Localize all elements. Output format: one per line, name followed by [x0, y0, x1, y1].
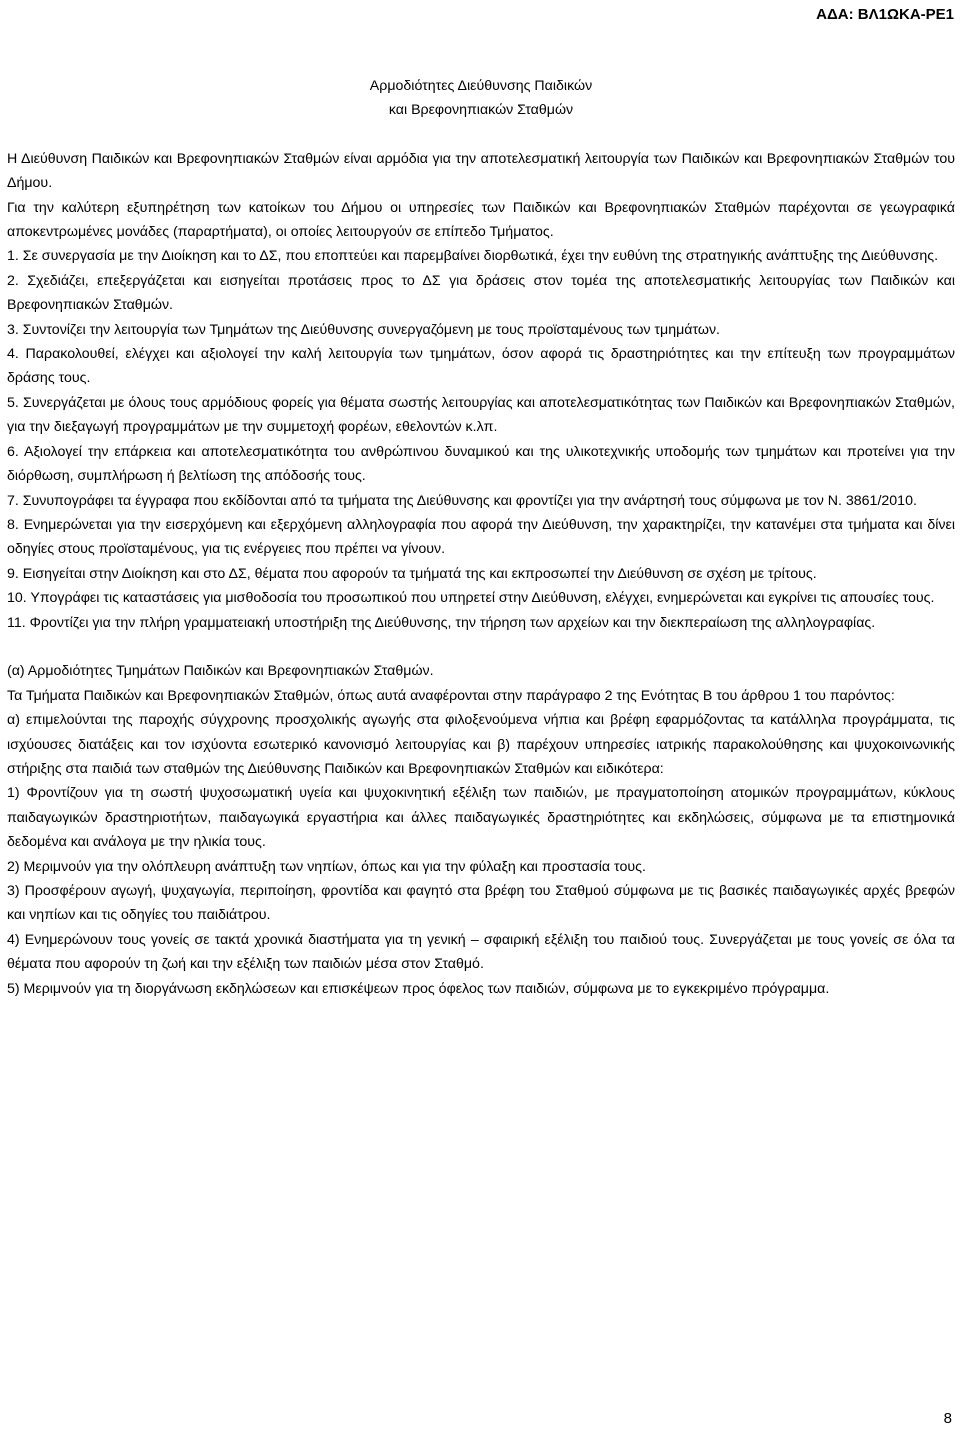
section-a-item-1: 1) Φροντίζουν για τη σωστή ψυχοσωματική υγεία και ψυχοκινητική εξέλιξη των παιδιών, με πραγματοποίηση ατομικών προγραμμάτων, κύκλους παιδαγωγικών δραστηριοτήτων, παιδαγωγικά εργαστήρια και άλλες παιδαγωγικές δραστηριότητες και εκδηλώσεις, σύμφωνα με τα επιστημονικά δεδομένα και ανάλογα με την ηλικία τους. — [7, 785, 955, 851]
responsibility-item-4: 4. Παρακολουθεί, ελέγχει και αξιολογεί την καλή λειτουργία των τμημάτων, όσον αφορά τις δραστηριότητες και την επίτευξη των προγραμμάτων δράσης τους. — [7, 346, 955, 387]
responsibility-item-5: 5. Συνεργάζεται με όλους τους αρμόδιους φορείς για θέματα σωστής λειτουργίας και αποτελεσματικότητας των Παιδικών και Βρεφονηπιακών Σταθμών, για την διεξαγωγή προγραμμάτων με την συμμετοχή φορέων, εθελοντών κ.λπ. — [7, 394, 955, 436]
section-a-item-3: 3) Προσφέρουν αγωγή, ψυχαγωγία, περιποίηση, φροντίδα και φαγητό στα βρέφη του Σταθμού σύμφωνα με τις βασικές παιδαγωγικές αρχές βρεφών και νηπίων και τις οδηγίες του παιδιάτρου. — [7, 882, 955, 924]
page-title — [7, 74, 955, 123]
intro-paragraph-1: Η Διεύθυνση Παιδικών και Βρεφονηπιακών Σταθμών είναι αρμόδια για την αποτελεσματική λειτουργία των Παιδικών και Βρεφονηπιακών Σταθμών του Δήμου. — [7, 150, 955, 192]
document-body — [7, 74, 955, 1001]
intro-paragraph-2: Για την καλύτερη εξυπηρέτηση των κατοίκων του Δήμου οι υπηρεσίες των Παιδικών και Βρεφονηπιακών Σταθμών παρέχονται σε γεωγραφικά αποκεντρωμένες μονάδες (παραρτήματα), οι οποίες λειτουργούν σε επίπεδο Τμήματος. — [7, 199, 955, 241]
section-a-heading: (α) Αρμοδιότητες Τμημάτων Παιδικών και Βρεφονηπιακών Σταθμών. — [7, 663, 434, 680]
page-number: 8 — [943, 1410, 952, 1427]
responsibility-item-10: 10. Υπογράφει τις καταστάσεις για μισθοδοσία του προσωπικού που υπηρετεί στην Διεύθυνση, ελέγχει, ενημερώνεται και εγκρίνει τις απουσίες τους. — [7, 590, 935, 607]
title-line-2: και Βρεφονηπιακών Σταθμών — [388, 102, 574, 119]
section-a-item-5: 5) Μεριμνούν για τη διοργάνωση εκδηλώσεων και επισκέψεων προς όφελος των παιδιών, σύμφωνα με το εγκεκριμένο πρόγραμμα. — [7, 980, 830, 997]
responsibility-item-8: 8. Ενημερώνεται για την εισερχόμενη και εξερχόμενη αλληλογραφία που αφορά την Διεύθυνση, την χαρακτηρίζει, την κατανέμει στα τμήματα και δίνει οδηγίες στους προϊσταμένους, για τις ενέργειες που πρέπει να γίνουν. — [7, 516, 955, 558]
section-a-item-4: 4) Ενημερώνουν τους γονείς σε τακτά χρονικά διαστήματα για τη γενική – σφαιρική εξέλιξη του παιδιού τους. Συνεργάζεται με τους γονείς σε όλα τα θέματα που αφορούν τη ζωή και την εξέλιξη των παιδιών μέσα στον Σταθμό. — [7, 931, 955, 973]
responsibility-item-7: 7. Συνυπογράφει τα έγγραφα που εκδίδονται από τα τμήματα της Διεύθυνσης και φροντίζει για την ανάρτησή τους σύμφωνα με τον Ν. 3861/2010. — [7, 492, 917, 509]
section-spacer — [7, 635, 955, 659]
section-a-paragraph: α) επιμελούνται της παροχής σύγχρονης προσχολικής αγωγής στα φιλοξενούμενα νήπια και βρέφη εφαρμόζοντας τα κατάλληλα προγράμματα, τις ισχύουσες διατάξεις και τον ισχύοντα εσωτερικό κανονισμό λειτουργίας και β) παρέχουν υπηρεσίες ιατρικής παρακολούθησης και ψυχοκοινωνικής στήριξης στα παιδιά των σταθμών της Διεύθυνσης Παιδικών και Βρεφονηπιακών Σταθμών και ειδικότερα: — [7, 712, 955, 777]
section-a-item-2: 2) Μεριμνούν για την ολόπλευρη ανάπτυξη των νηπίων, όπως και για την φύλαξη και προστασία τους. — [7, 858, 646, 875]
responsibility-item-1: 1. Σε συνεργασία με την Διοίκηση και το ΔΣ, που εποπτεύει και παρεμβαίνει διορθωτικά, έχει την ευθύνη της στρατηγικής ανάπτυξης της Διεύθυνσης. — [7, 248, 939, 265]
responsibility-item-3: 3. Συντονίζει την λειτουργία των Τμημάτων της Διεύθυνσης συνεργαζόμενη με τους προϊσταμένους των τμημάτων. — [7, 321, 720, 338]
responsibility-item-6: 6. Αξιολογεί την επάρκεια και αποτελεσματικότητα του ανθρώπινου δυναμικού και της υλικοτεχνικής υποδομής των τμημάτων και προτείνει για την διόρθωση, συμπλήρωση ή βελτίωση της απόδοσής τους. — [7, 443, 955, 485]
responsibility-item-2: 2. Σχεδιάζει, επεξεργάζεται και εισηγείται προτάσεις προς το ΔΣ για δράσεις στον τομέα της αποτελεσματικής λειτουργίας των Παιδικών και Βρεφονηπιακών Σταθμών. — [7, 272, 955, 314]
responsibility-item-11: 11. Φροντίζει για την πλήρη γραμματειακή υποστήριξη της Διεύθυνσης, την τήρηση των αρχείων και την διεκπεραίωση της αλληλογραφίας. — [7, 614, 876, 631]
document-code: ΑΔΑ: ΒΛ1ΩΚΑ-ΡΕ1 — [816, 6, 954, 23]
title-line-1: Αρμοδιότητες Διεύθυνσης Παιδικών — [369, 78, 593, 94]
responsibility-item-9: 9. Εισηγείται στην Διοίκηση και στο ΔΣ, θέματα που αφορούν τα τμήματά της και εκπροσωπεί την Διεύθυνση σε σχέση με τρίτους. — [7, 565, 817, 582]
section-a-intro: Τα Τμήματα Παιδικών και Βρεφονηπιακών Σταθμών, όπως αυτά αναφέρονται στην παράγραφο 2 της Ενότητας Β του άρθρου 1 του παρόντος: — [7, 687, 895, 704]
